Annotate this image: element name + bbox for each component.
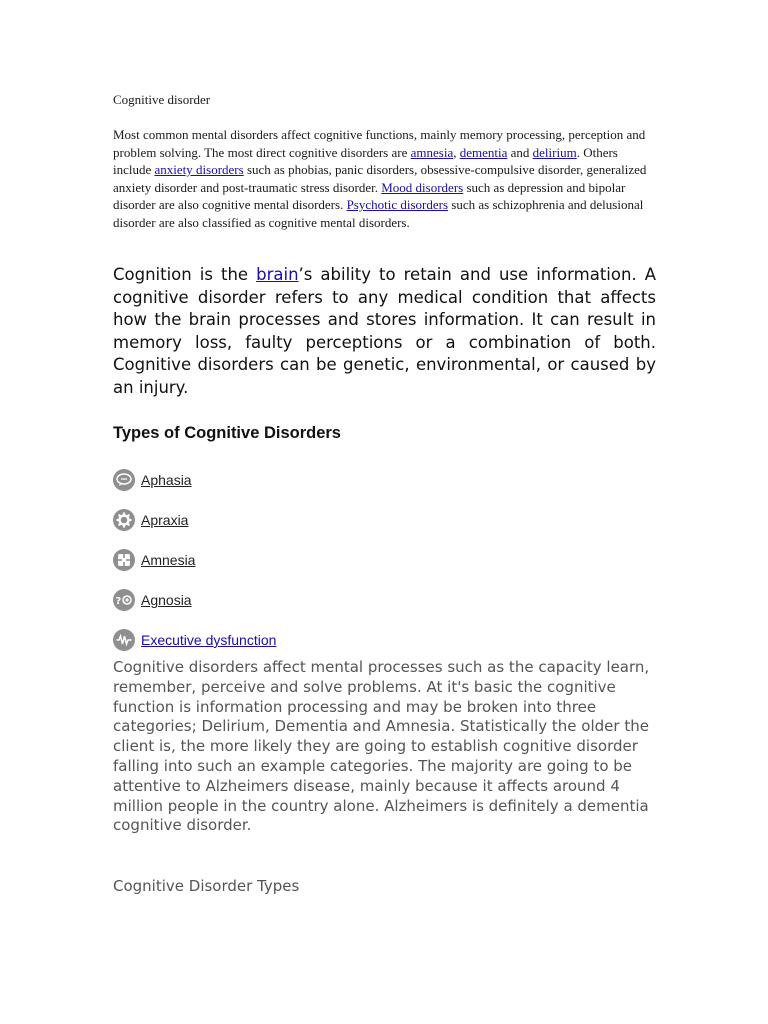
link-amnesia-type[interactable]: Amnesia [141,552,196,568]
lead-text: ’s ability to retain and use information. A cognitive disorder refers to any medical condition that affects how the brain processes and stores information. It can result in memory loss, faulty perceptions or a combination of both. Cognitive disorders can be genetic, environmental, or caused by an injury. [113,265,656,397]
intro-text: such as depression and bipolar disorder are also cognitive mental disorders. [113,179,626,213]
list-item-aphasia [113,460,276,500]
speech-bubble-icon [113,469,135,491]
link-dementia[interactable]: dementia [459,144,508,160]
question-eye-icon [113,589,135,611]
document-title: Cognitive disorder [113,92,211,107]
intro-text: , [453,144,460,160]
gear-icon [113,509,135,531]
types-list [113,460,276,660]
sub-heading: Cognitive Disorder Types [113,877,300,895]
list-item-apraxia [113,500,276,540]
link-amnesia[interactable]: amnesia [410,144,454,160]
intro-text: and [507,144,533,160]
puzzle-icon [113,549,135,571]
brainwave-icon [113,629,135,651]
lead-text: Cognition is the [113,265,257,284]
svg-text:?: ? [115,596,122,607]
list-item-executive-dysfunction [113,620,276,660]
intro-text: such as schizophrenia and delusional disorder are also classified as cognitive mental disorders. [113,197,644,230]
intro-paragraph [113,126,658,232]
lead-paragraph [113,264,656,400]
link-brain[interactable]: brain [256,265,299,284]
link-agnosia[interactable]: Agnosia [141,592,192,608]
intro-text: Most common mental disorders affect cognitive functions, mainly memory processing, perception and problem solving. The most direct cognitive disorders are [113,127,646,160]
list-item-amnesia [113,540,276,580]
link-aphasia[interactable]: Aphasia [141,472,192,488]
link-delirium[interactable]: delirium [532,144,577,160]
intro-text: . Others include [113,144,618,178]
list-item-agnosia [113,580,276,620]
link-anxiety-disorders[interactable]: anxiety disorders [154,162,244,178]
link-psychotic-disorders[interactable]: Psychotic disorders [346,197,449,213]
link-executive-dysfunction[interactable]: Executive dysfunction [141,632,277,648]
body-paragraph: Cognitive disorders affect mental processes such as the capacity learn, remember, perceive and solve problems. At it's basic the cognitive function is information processing and may be broken into three categories; Delirium, Dementia and Amnesia. Statistically the older the client is, the more likely they are going to establish cognitive disorder falling into such an example categories. The majority are going to be attentive to Alzheimers disease, mainly because it affects around 4 million people in the country alone. Alzheimers is definitely a dementia cognitive disorder. [113,658,650,835]
link-apraxia[interactable]: Apraxia [141,512,189,528]
intro-text: such as phobias, panic disorders, obsessive-compulsive disorder, generalized anxiety disorder and post-traumatic stress disorder. [113,162,647,195]
link-mood-disorders[interactable]: Mood disorders [381,179,464,195]
types-heading: Types of Cognitive Disorders [113,424,341,442]
